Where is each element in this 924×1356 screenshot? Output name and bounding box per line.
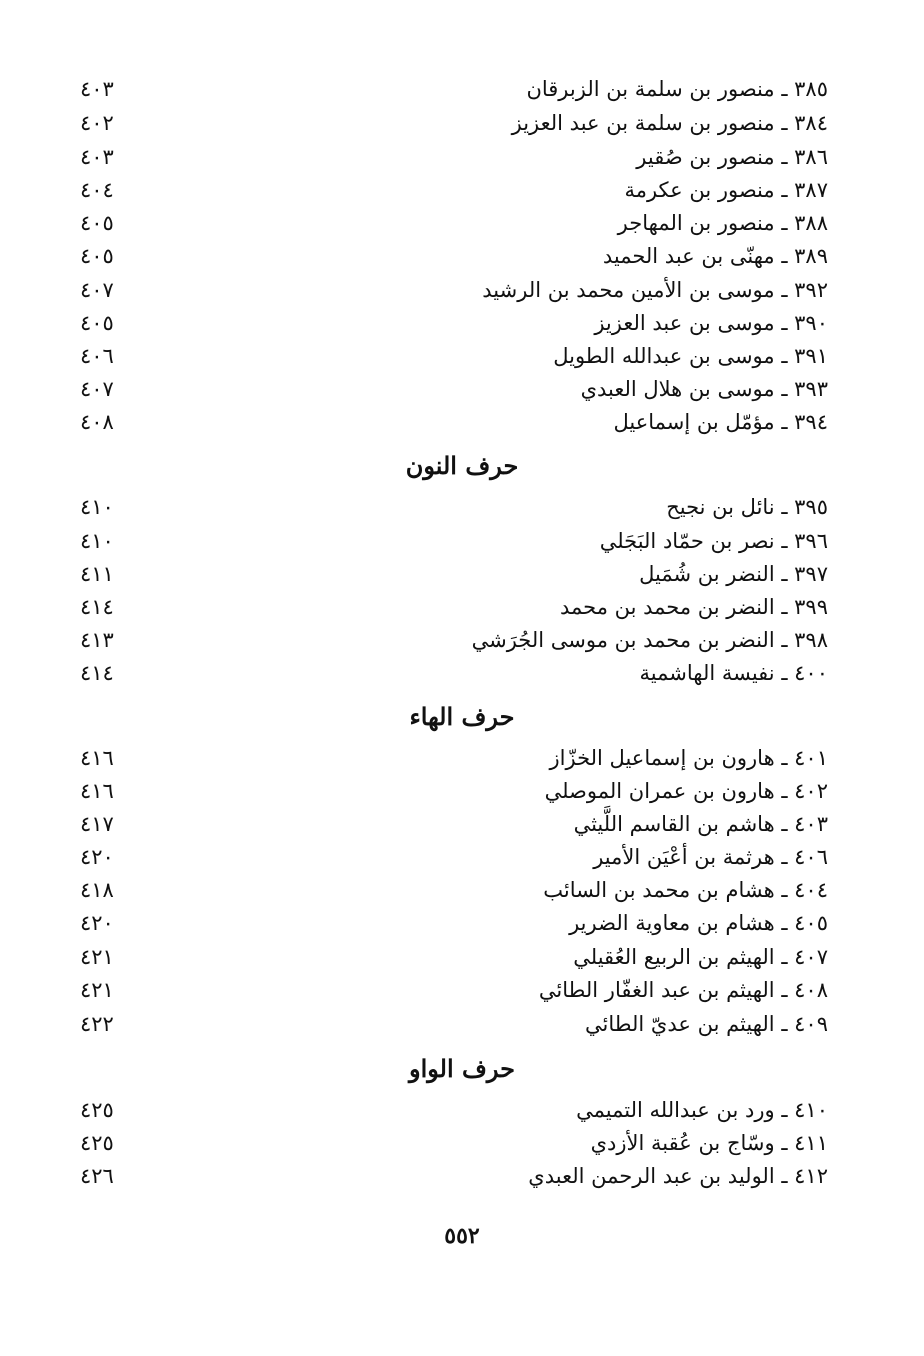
entry-page: ٤١٠: [80, 529, 114, 553]
index-entry: [0, 840, 924, 874]
entry-page: ٤٠٥: [80, 311, 114, 335]
entry-page: ٤١٤: [80, 595, 114, 619]
section-heading-waw: حرف الواو: [409, 1054, 515, 1083]
entry-page: ٤٢٥: [80, 1098, 114, 1122]
entry-name: ٣٨٥ ـ منصور بن سلمة بن الزبرقان: [526, 77, 828, 101]
index-entry: [0, 72, 924, 106]
index-entry: [0, 306, 924, 340]
entry-name: ٤٠٢ ـ هارون بن عمران الموصلي: [544, 779, 828, 803]
index-entry: [0, 173, 924, 207]
entry-name: ٤٠٣ ـ هاشم بن القاسم اللَّيثي: [573, 812, 828, 836]
entry-name: ٣٩٤ ـ مؤمّل بن إسماعيل: [613, 410, 828, 434]
entry-page: ٤٠٤: [80, 178, 114, 202]
entry-name: ٣٨٨ ـ منصور بن المهاجر: [617, 211, 828, 235]
index-entry: [0, 656, 924, 690]
index-entry: [0, 973, 924, 1007]
entry-name: ٤٠٠ ـ نفيسة الهاشمية: [639, 661, 828, 685]
entry-name: ٤٠٧ ـ الهيثم بن الربيع العُقيلي: [573, 945, 828, 969]
index-entry: [0, 590, 924, 624]
entry-page: ٤٠٣: [80, 145, 114, 169]
index-entry: [0, 490, 924, 524]
entry-page: ٤١١: [80, 562, 114, 586]
entry-name: ٤٠٥ ـ هشام بن معاوية الضرير: [569, 911, 828, 935]
index-entry: [0, 339, 924, 373]
entry-page: ٤٢٠: [80, 911, 114, 935]
index-entry: [0, 807, 924, 841]
entry-name: ٣٨٩ ـ مهنّى بن عبد الحميد: [602, 244, 828, 268]
index-entry: [0, 239, 924, 273]
entry-page: ٤١٠: [80, 495, 114, 519]
index-entry: [0, 623, 924, 657]
entry-name: ٣٩٦ ـ نصر بن حمّاد البَجَلي: [599, 529, 828, 553]
entry-name: ٤٠٤ ـ هشام بن محمد بن السائب: [543, 878, 828, 902]
entry-name: ٣٨٤ ـ منصور بن سلمة بن عبد العزيز: [511, 111, 828, 135]
entry-page: ٤٢٥: [80, 1131, 114, 1155]
entry-name: ٣٨٧ ـ منصور بن عكرمة: [624, 178, 828, 202]
index-entry: [0, 906, 924, 940]
entry-name: ٣٩٩ ـ النضر بن محمد بن محمد: [559, 595, 828, 619]
entry-page: ٤١٧: [80, 812, 114, 836]
section-heading-nun: حرف النون: [405, 451, 519, 480]
entry-page: ٤٠٦: [80, 344, 114, 368]
entry-page: ٤١٦: [80, 779, 114, 803]
entry-page: ٤٠٧: [80, 278, 114, 302]
entry-page: ٤١٤: [80, 661, 114, 685]
entry-name: ٤١٠ ـ ورد بن عبدالله التميمي: [576, 1098, 828, 1122]
index-entry: [0, 557, 924, 591]
index-entry: [0, 106, 924, 140]
entry-name: ٣٩٠ ـ موسى بن عبد العزيز: [594, 311, 828, 335]
entry-name: ٣٩٧ ـ النضر بن شُمَيل: [639, 562, 828, 586]
index-entry: [0, 1126, 924, 1160]
entry-name: ٣٨٦ ـ منصور بن صُقير: [636, 145, 828, 169]
index-entry: [0, 1159, 924, 1193]
index-entry: [0, 140, 924, 174]
entry-page: ٤٠٥: [80, 244, 114, 268]
index-entry: [0, 1093, 924, 1127]
entry-page: ٤٠٧: [80, 377, 114, 401]
page-number: ٥٥٢: [444, 1223, 480, 1249]
entry-name: ٤٠٨ ـ الهيثم بن عبد الغفّار الطائي: [538, 978, 828, 1002]
index-entry: [0, 741, 924, 775]
entry-page: ٤١٨: [80, 878, 114, 902]
entry-page: ٤٢٠: [80, 845, 114, 869]
entry-page: ٤٠٨: [80, 410, 114, 434]
index-entry: [0, 405, 924, 439]
entry-page: ٤٢١: [80, 945, 114, 969]
entry-name: ٤٠٩ ـ الهيثم بن عديّ الطائي: [585, 1012, 828, 1036]
entry-name: ٤٠١ ـ هارون بن إسماعيل الخزّاز: [549, 746, 828, 770]
index-entry: [0, 372, 924, 406]
index-entry: [0, 1007, 924, 1041]
index-entry: [0, 206, 924, 240]
entry-name: ٤١١ ـ وسّاج بن عُقبة الأزدي: [590, 1131, 828, 1155]
index-entry: [0, 273, 924, 307]
entry-name: ٣٩٨ ـ النضر بن محمد بن موسى الجُرَشي: [471, 628, 828, 652]
entry-name: ٣٩١ ـ موسى بن عبدالله الطويل: [553, 344, 828, 368]
entry-page: ٤٢٢: [80, 1012, 114, 1036]
entry-name: ٣٩٢ ـ موسى بن الأمين محمد بن الرشيد: [482, 278, 828, 302]
entry-page: ٤٠٣: [80, 77, 114, 101]
entry-name: ٤٠٦ ـ هرثمة بن أعْيَن الأمير: [593, 845, 828, 869]
entry-page: ٤١٣: [80, 628, 114, 652]
entry-name: ٣٩٣ ـ موسى بن هلال العبدي: [580, 377, 828, 401]
index-entry: [0, 873, 924, 907]
index-entry: [0, 940, 924, 974]
index-entry: [0, 774, 924, 808]
index-entry: [0, 524, 924, 558]
entry-page: ٤١٦: [80, 746, 114, 770]
entry-name: ٣٩٥ ـ نائل بن نجيح: [666, 495, 828, 519]
entry-name: ٤١٢ ـ الوليد بن عبد الرحمن العبدي: [528, 1164, 828, 1188]
entry-page: ٤٢٦: [80, 1164, 114, 1188]
section-heading-ha: حرف الهاء: [409, 702, 515, 731]
entry-page: ٤٠٥: [80, 211, 114, 235]
entry-page: ٤٢١: [80, 978, 114, 1002]
entry-page: ٤٠٢: [80, 111, 114, 135]
